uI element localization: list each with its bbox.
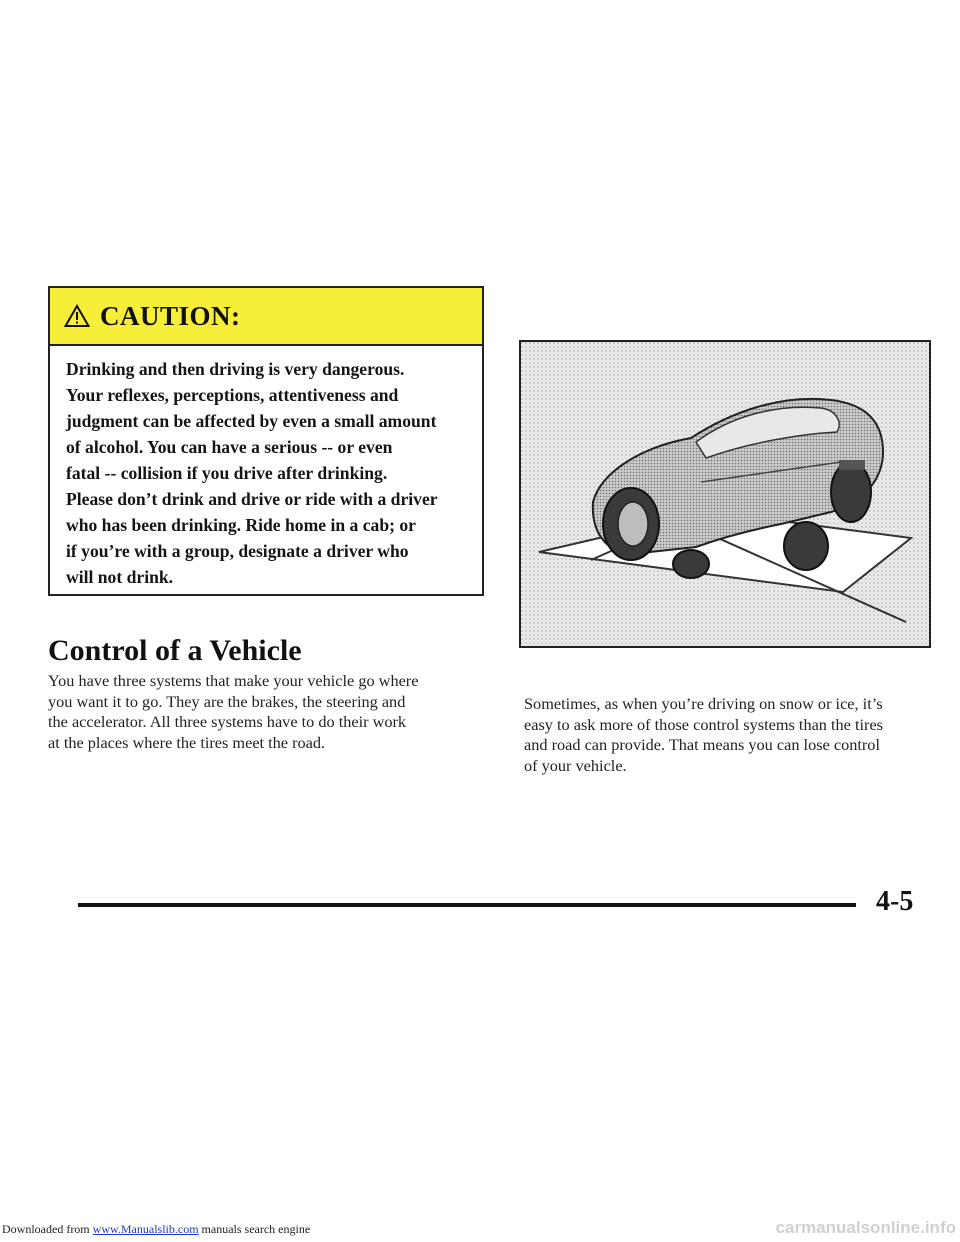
manualslib-link[interactable]: www.Manualslib.com (92, 1222, 199, 1236)
right-paragraph (524, 694, 883, 776)
caution-text (50, 346, 482, 590)
caution-header (50, 288, 482, 346)
warning-triangle-icon (64, 304, 90, 328)
caution-line: of alcohol. You can have a serious -- or even (66, 437, 393, 457)
section-title: Control of a Vehicle (48, 634, 302, 667)
caution-title: CAUTION: (100, 300, 241, 331)
paragraph-line: Sometimes, as when you’re driving on snow or ice, it’s (524, 694, 883, 713)
paragraph-line: of your vehicle. (524, 755, 627, 775)
page-number: 4-5 (876, 886, 914, 917)
paragraph-line: easy to ask more of those control systems than the tires (524, 714, 884, 734)
caution-line: Your reflexes, perceptions, attentiveness and (66, 385, 399, 405)
paragraph-line: You have three systems that make your vehicle go where (48, 671, 419, 690)
download-prefix: Downloaded from (2, 1222, 93, 1236)
caution-line: who has been drinking. Ride home in a cab; or (66, 515, 416, 535)
caution-box (48, 286, 484, 596)
download-note (2, 1222, 310, 1237)
caution-line: judgment can be affected by even a small amount (66, 411, 437, 431)
caution-line: if you’re with a group, designate a driver who (66, 541, 409, 561)
car-illustration (519, 340, 931, 648)
caution-line: fatal -- collision if you drive after drinking. (66, 463, 388, 483)
paragraph-line: and road can provide. That means you can lose control (524, 735, 880, 754)
caution-line: will not drink. (66, 567, 174, 587)
download-suffix: manuals search engine (198, 1222, 311, 1236)
paragraph-line: at the places where the tires meet the road. (48, 732, 326, 752)
paragraph-line: you want it to go. They are the brakes, the steering and (48, 691, 406, 711)
footer-rule (78, 903, 856, 907)
caution-line: Drinking and then driving is very dangerous. (66, 359, 405, 379)
caution-line: Please don’t drink and drive or ride with a driver (66, 489, 438, 509)
left-paragraph (48, 671, 418, 753)
paragraph-line: the accelerator. All three systems have to do their work (48, 712, 407, 731)
watermark: carmanualsonline.info (775, 1218, 956, 1237)
car-on-road-drawing (521, 342, 929, 646)
